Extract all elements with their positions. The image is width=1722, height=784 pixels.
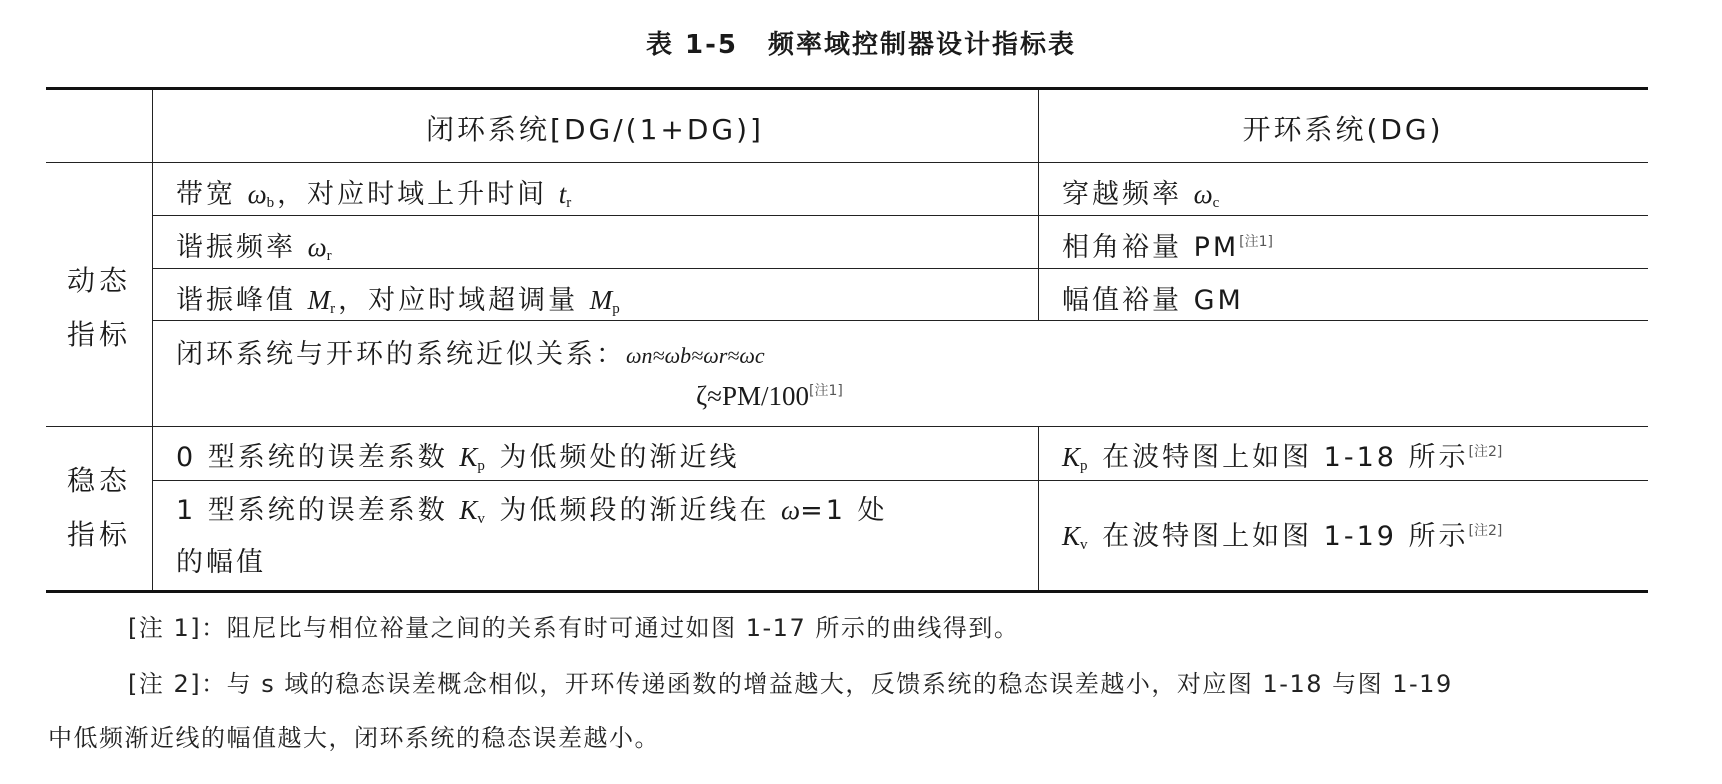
cell-text: 带宽 xyxy=(176,179,248,210)
cell-damping-relation xyxy=(696,380,843,412)
subscript: v xyxy=(1080,537,1091,553)
cell-resonant-frequency xyxy=(176,225,335,265)
omega-symbol: ω xyxy=(247,179,267,209)
cell-text: 幅值裕量 GM xyxy=(1062,285,1244,316)
k-symbol: K xyxy=(459,442,478,472)
cell-text: 谐振峰值 xyxy=(176,285,308,316)
omega-symbol: ω xyxy=(307,232,327,262)
subscript: p xyxy=(612,301,623,317)
row-divider xyxy=(152,215,1648,216)
cell-text: 穿越频率 xyxy=(1062,179,1194,210)
subscript: v xyxy=(477,511,488,527)
subscript: b xyxy=(266,195,278,211)
omega-symbol: ω xyxy=(781,495,801,525)
cell-text: ，对应时域上升时间 xyxy=(277,179,559,210)
group-label-steady xyxy=(46,454,152,562)
cell-text: 在波特图上如图 1-19 所示 xyxy=(1090,521,1469,552)
cell-resonant-peak xyxy=(176,278,623,318)
k-symbol: K xyxy=(1062,442,1081,472)
k-symbol: K xyxy=(1062,521,1081,551)
cell-crossover-frequency xyxy=(1062,172,1222,212)
subscript: r xyxy=(330,301,339,317)
header-divider xyxy=(46,162,1648,163)
table-title: 频率域控制器设计指标表 xyxy=(768,30,1077,60)
label-column-divider xyxy=(152,90,153,590)
group-label-line: 指标 xyxy=(66,318,131,351)
header-open-loop-label: 开环系统(DG) xyxy=(1242,113,1444,146)
damping-formula: ζ≈PM/100 xyxy=(696,381,810,411)
cell-gain-margin xyxy=(1062,278,1244,317)
group-label-dynamic xyxy=(46,254,152,362)
table-number: 表 1-5 xyxy=(645,30,738,60)
footnote-2: [注 2]：与 s 域的稳态误差概念相似，开环传递函数的增益越大，反馈系统的稳态误差越小，对应图 1-18 与图 1-19 xyxy=(128,670,1453,698)
cell-text: 在波特图上如图 1-18 所示 xyxy=(1090,442,1469,473)
group-label-line: 指标 xyxy=(66,518,131,551)
footnote-2-continued: 中低频渐近线的幅值越大，闭环系统的稳态误差越小。 xyxy=(48,724,660,752)
m-symbol: M xyxy=(307,285,331,315)
subscript: p xyxy=(477,458,488,474)
group-label-line: 动态 xyxy=(66,264,131,297)
design-spec-table xyxy=(46,87,1648,593)
header-closed-loop xyxy=(152,108,1038,148)
cell-approx-relation xyxy=(176,332,765,371)
header-closed-loop-label: 闭环系统[DG/(1+DG)] xyxy=(426,113,764,146)
subscript: c xyxy=(1212,195,1223,211)
cell-bandwidth xyxy=(176,172,574,212)
cell-phase-margin xyxy=(1062,225,1273,264)
row-divider xyxy=(152,320,1648,321)
cell-text: 1 型系统的误差系数 xyxy=(176,495,460,526)
cell-text: 相角裕量 PM xyxy=(1062,232,1240,263)
footnote-1: [注 1]：阻尼比与相位裕量之间的关系有时可通过如图 1-17 所示的曲线得到。 xyxy=(128,614,1020,642)
cell-text: 闭环系统与开环的系统近似关系： xyxy=(176,339,626,370)
cell-text: ，对应时域超调量 xyxy=(338,285,590,316)
group-label-line: 稳态 xyxy=(66,464,131,497)
cell-type1-error-line2 xyxy=(176,540,266,579)
table-caption xyxy=(0,24,1722,61)
footnote-ref: [注2] xyxy=(1468,523,1503,539)
cell-text: 为低频段的渐近线在 xyxy=(487,495,782,526)
m-symbol: M xyxy=(589,285,613,315)
group-divider xyxy=(46,426,1648,427)
cell-text: 的幅值 xyxy=(176,547,266,578)
row-divider xyxy=(152,480,1648,481)
column-divider xyxy=(1038,426,1039,590)
subscript: p xyxy=(1080,458,1091,474)
cell-kv-bode xyxy=(1062,514,1502,554)
subscript: r xyxy=(566,195,575,211)
cell-type1-error xyxy=(176,488,888,528)
cell-text: 谐振频率 xyxy=(176,232,308,263)
header-open-loop xyxy=(1038,108,1648,148)
footnote-ref: [注2] xyxy=(1468,444,1503,460)
cell-text: 0 型系统的误差系数 xyxy=(176,442,460,473)
row-divider xyxy=(152,268,1648,269)
cell-type0-error xyxy=(176,435,739,475)
k-symbol: K xyxy=(459,495,478,525)
footnote-ref: [注1] xyxy=(1239,234,1274,250)
cell-text: 为低频处的渐近线 xyxy=(487,442,740,473)
cell-kp-bode xyxy=(1062,435,1502,475)
footnote-ref: [注1] xyxy=(809,383,843,399)
subscript: r xyxy=(326,248,335,264)
cell-text: =1 处 xyxy=(800,495,888,526)
frequency-relation-formula: ωn≈ωb≈ωr≈ωc xyxy=(626,343,765,368)
t-symbol: t xyxy=(558,179,567,209)
omega-symbol: ω xyxy=(1193,179,1213,209)
